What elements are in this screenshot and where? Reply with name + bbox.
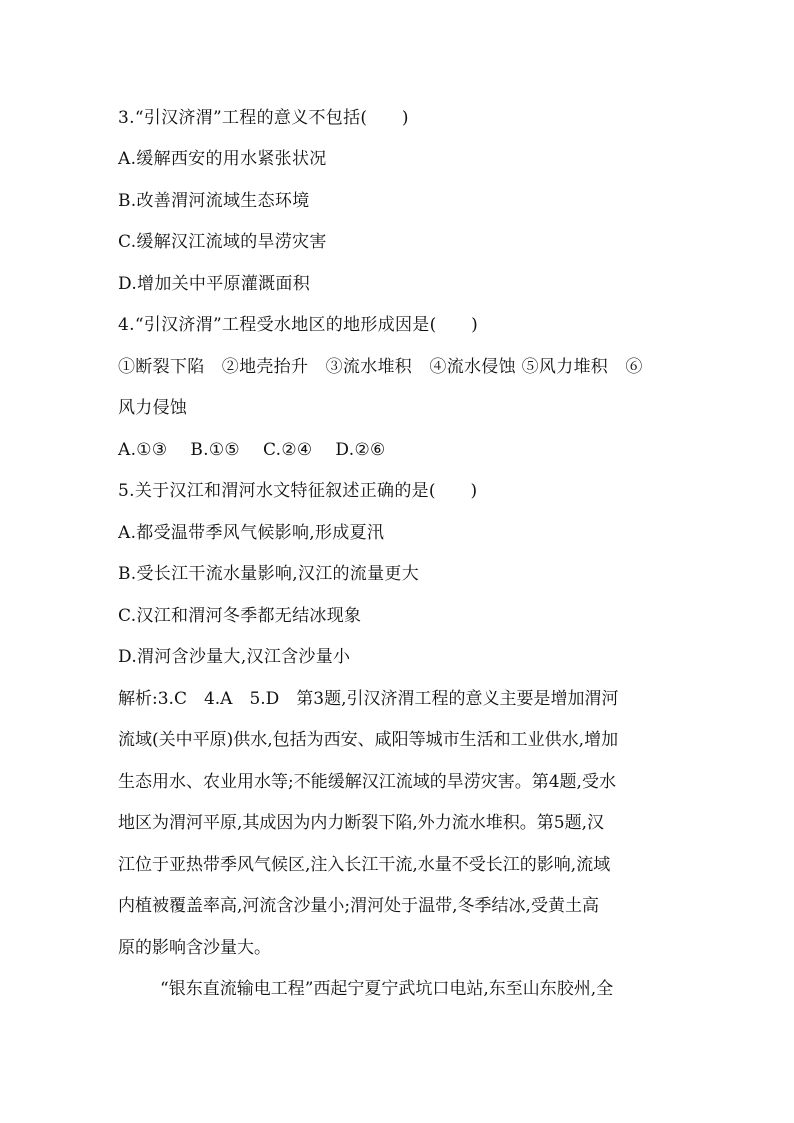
question-3-stem: 3.“引汉济渭”工程的意义不包括( ) [118,108,409,128]
question-5-option-d: D.渭河含沙量大,汉江含沙量小 [118,647,351,667]
question-5-option-b: B.受长江干流水量影响,汉江的流量更大 [118,564,419,584]
question-3-option-a: A.缓解西安的用水紧张状况 [118,149,327,169]
question-5-stem: 5.关于汉江和渭河水文特征叙述正确的是( ) [118,481,478,501]
question-3-option-d: D.增加关中平原灌溉面积 [118,274,311,294]
analysis-line: 原的影响含沙量大。 [118,938,271,958]
analysis-line: 解析:3.C 4.A 5.D 第3题,引汉济渭工程的意义主要是增加渭河 [118,689,619,709]
question-4-options: A.①③ B.①⑤ C.②④ D.②⑥ [118,440,386,460]
analysis-line: 流域(关中平原)供水,包括为西安、咸阳等城市生活和工业供水,增加 [118,730,619,750]
question-4-choices-line-2: 风力侵蚀 [118,398,188,418]
question-4-choices-line-1: ①断裂下陷 ②地壳抬升 ③流水堆积 ④流水侵蚀 ⑤风力堆积 ⑥ [118,357,643,377]
analysis-line: 生态用水、农业用水等;不能缓解汉江流域的旱涝灾害。第4题,受水 [118,772,616,792]
analysis-line: 地区为渭河平原,其成因为内力断裂下陷,外力流水堆积。第5题,汉 [118,813,605,833]
next-passage-first-line: “银东直流输电工程”西起宁夏宁武坑口电站,东至山东胶州,全 [160,979,614,999]
question-3-option-b: B.改善渭河流域生态环境 [118,191,310,211]
question-4-stem: 4.“引汉济渭”工程受水地区的地形成因是( ) [118,315,479,335]
question-5-option-c: C.汉江和渭河冬季都无结冰现象 [118,606,362,626]
analysis-line: 江位于亚热带季风气候区,注入长江干流,水量不受长江的影响,流域 [118,855,611,875]
analysis-line: 内植被覆盖率高,河流含沙量小;渭河处于温带,冬季结冰,受黄土高 [118,896,599,916]
question-3-option-c: C.缓解汉江流域的旱涝灾害 [118,232,327,252]
question-5-option-a: A.都受温带季风气候影响,形成夏汛 [118,523,385,543]
